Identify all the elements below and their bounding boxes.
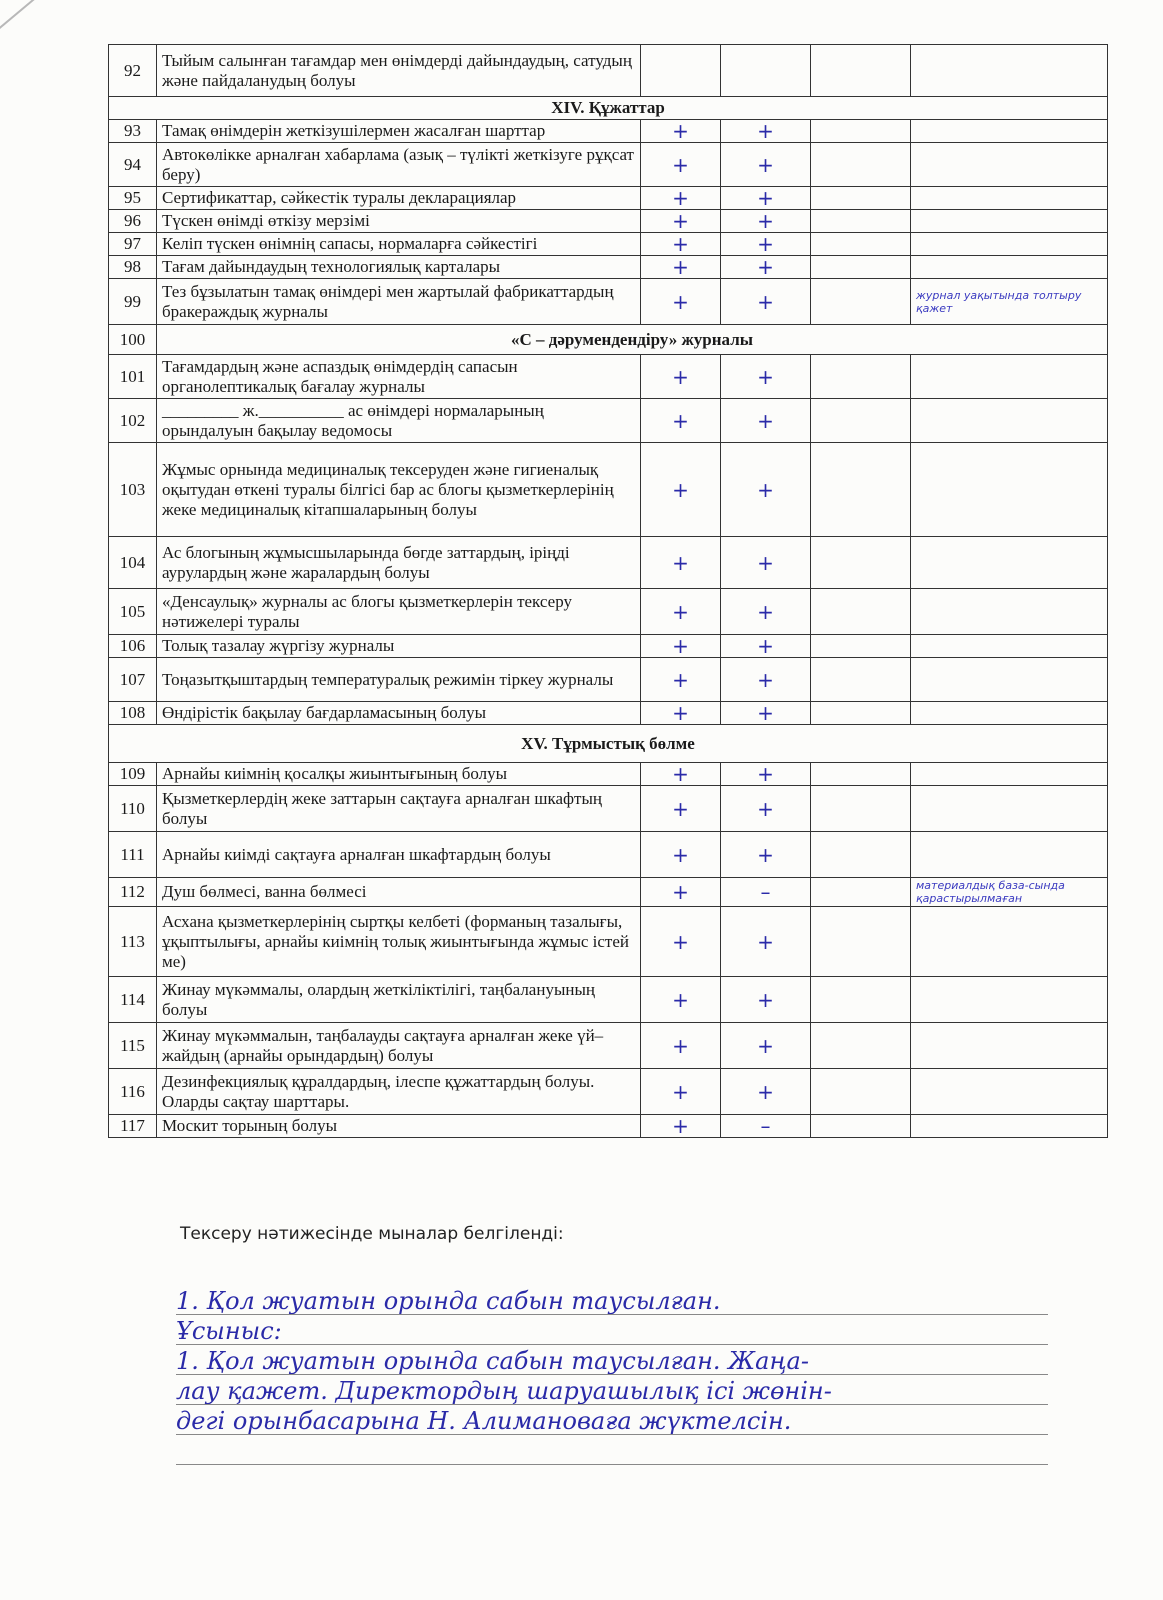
table-row bbox=[109, 45, 1108, 97]
table-row bbox=[109, 143, 1108, 187]
row-note bbox=[911, 977, 1108, 1023]
row-number: 103 bbox=[109, 443, 157, 537]
mark-col-3 bbox=[811, 832, 911, 878]
table-row bbox=[109, 355, 1108, 399]
mark-col-1: + bbox=[641, 120, 721, 143]
row-number: 112 bbox=[109, 878, 157, 907]
findings-label: Тексеру нәтижесінде мыналар белгіленді: bbox=[180, 1224, 564, 1244]
mark-col-3 bbox=[811, 786, 911, 832]
mark-col-1: + bbox=[641, 233, 721, 256]
mark-col-3 bbox=[811, 658, 911, 702]
row-text: Дезинфекциялық құралдардың, ілеспе құжаттардың болуы. Оларды сақтау шарттары. bbox=[157, 1069, 641, 1115]
row-number: 114 bbox=[109, 977, 157, 1023]
row-number: 99 bbox=[109, 279, 157, 325]
mark-col-3 bbox=[811, 635, 911, 658]
row-text: Өндірістік бақылау бағдарламасының болуы bbox=[157, 702, 641, 725]
mark-col-2: + bbox=[721, 279, 811, 325]
row-number: 113 bbox=[109, 907, 157, 977]
table-row bbox=[109, 399, 1108, 443]
mark-col-2: + bbox=[721, 443, 811, 537]
table-row bbox=[109, 1115, 1108, 1138]
row-text: Тамақ өнімдерін жеткізушілермен жасалған шарттар bbox=[157, 120, 641, 143]
mark-col-1: + bbox=[641, 1115, 721, 1138]
table-row bbox=[109, 1069, 1108, 1115]
mark-col-3 bbox=[811, 143, 911, 187]
row-text: «Денсаулық» журналы ас блогы қызметкерлерін тексеру нәтижелері туралы bbox=[157, 589, 641, 635]
table-row bbox=[109, 589, 1108, 635]
row-number: 106 bbox=[109, 635, 157, 658]
row-text: Жинау мүкәммалын, таңбалауды сақтауға арналған жеке үй–жайдың (арнайы орындардың) болуы bbox=[157, 1023, 641, 1069]
row-note bbox=[911, 443, 1108, 537]
mark-col-1 bbox=[641, 45, 721, 97]
row-note bbox=[911, 45, 1108, 97]
mark-col-2: + bbox=[721, 635, 811, 658]
mark-col-2: + bbox=[721, 832, 811, 878]
table-row bbox=[109, 233, 1108, 256]
row-note bbox=[911, 210, 1108, 233]
row-note bbox=[911, 355, 1108, 399]
mark-col-2 bbox=[721, 45, 811, 97]
row-number: 104 bbox=[109, 537, 157, 589]
mark-col-3 bbox=[811, 210, 911, 233]
mark-col-2: – bbox=[721, 1115, 811, 1138]
section-row bbox=[109, 725, 1108, 763]
mark-col-1: + bbox=[641, 187, 721, 210]
handwritten-line: 1. Қол жуатын орында сабын таусылған. bbox=[176, 1285, 1048, 1315]
row-note: материалдық база-сында қарастырылмаған bbox=[911, 878, 1108, 907]
row-note bbox=[911, 635, 1108, 658]
mark-col-3 bbox=[811, 589, 911, 635]
mark-col-3 bbox=[811, 120, 911, 143]
handwritten-line: лау қажет. Директордың шаруашылық ісі жөнін- bbox=[176, 1375, 1048, 1405]
mark-col-2: + bbox=[721, 143, 811, 187]
row-number: 109 bbox=[109, 763, 157, 786]
row-text: Автокөлікке арналған хабарлама (азық – түлікті жеткізуге рұқсат беру) bbox=[157, 143, 641, 187]
mark-col-2: + bbox=[721, 589, 811, 635]
mark-col-2: + bbox=[721, 355, 811, 399]
row-number: 102 bbox=[109, 399, 157, 443]
row-text: Тез бұзылатын тамақ өнімдері мен жартылай фабрикаттардың бракераждық журналы bbox=[157, 279, 641, 325]
mark-col-2: + bbox=[721, 1069, 811, 1115]
section-title: XIV. Құжаттар bbox=[109, 97, 1108, 120]
mark-col-1: + bbox=[641, 832, 721, 878]
row-number: 110 bbox=[109, 786, 157, 832]
mark-col-1: + bbox=[641, 786, 721, 832]
mark-col-2: + bbox=[721, 187, 811, 210]
handwritten-line: дегі орынбасарына Н. Алимановаға жүктелсін. bbox=[176, 1405, 1048, 1435]
row-note bbox=[911, 832, 1108, 878]
mark-col-2: + bbox=[721, 977, 811, 1023]
mark-col-2: + bbox=[721, 210, 811, 233]
row-number: 94 bbox=[109, 143, 157, 187]
row-text: Москит торының болуы bbox=[157, 1115, 641, 1138]
mark-col-2: + bbox=[721, 1023, 811, 1069]
section-title: XV. Тұрмыстық бөлме bbox=[109, 725, 1108, 763]
row-number: 95 bbox=[109, 187, 157, 210]
row-text: Келіп түскен өнімнің сапасы, нормаларға сәйкестігі bbox=[157, 233, 641, 256]
row-note bbox=[911, 399, 1108, 443]
mark-col-1: + bbox=[641, 399, 721, 443]
row-number: 115 bbox=[109, 1023, 157, 1069]
handwritten-line bbox=[176, 1435, 1048, 1465]
mark-col-3 bbox=[811, 279, 911, 325]
section-row bbox=[109, 97, 1108, 120]
row-text: _________ ж.__________ ас өнімдері нормаларының орындалуын бақылау ведомосы bbox=[157, 399, 641, 443]
row-note bbox=[911, 658, 1108, 702]
row-text: Жинау мүкәммалы, олардың жеткіліктілігі, таңбалануының болуы bbox=[157, 977, 641, 1023]
row-note bbox=[911, 537, 1108, 589]
table-row bbox=[109, 635, 1108, 658]
mark-col-3 bbox=[811, 537, 911, 589]
row-note bbox=[911, 143, 1108, 187]
mark-col-2: + bbox=[721, 256, 811, 279]
row-text: Толық тазалау жүргізу журналы bbox=[157, 635, 641, 658]
mark-col-1: + bbox=[641, 977, 721, 1023]
table-row bbox=[109, 977, 1108, 1023]
row-text: Қызметкерлердің жеке заттарын сақтауға арналған шкафтың болуы bbox=[157, 786, 641, 832]
mark-col-2: + bbox=[721, 399, 811, 443]
mark-col-3 bbox=[811, 1069, 911, 1115]
row-number: 107 bbox=[109, 658, 157, 702]
mark-col-1: + bbox=[641, 210, 721, 233]
mark-col-1: + bbox=[641, 279, 721, 325]
row-note bbox=[911, 256, 1108, 279]
row-note bbox=[911, 786, 1108, 832]
row-number: 105 bbox=[109, 589, 157, 635]
row-note bbox=[911, 1023, 1108, 1069]
mark-col-1: + bbox=[641, 658, 721, 702]
mark-col-3 bbox=[811, 187, 911, 210]
table-row bbox=[109, 763, 1108, 786]
mark-col-3 bbox=[811, 45, 911, 97]
row-number: 92 bbox=[109, 45, 157, 97]
row-text: Сертификаттар, сәйкестік туралы декларациялар bbox=[157, 187, 641, 210]
subsection-title: «С – дәрумендендіру» журналы bbox=[157, 325, 1108, 355]
mark-col-1: + bbox=[641, 589, 721, 635]
row-text: Тыйым салынған тағамдар мен өнімдерді дайындаудың, сатудың және пайдаланудың болуы bbox=[157, 45, 641, 97]
mark-col-2: + bbox=[721, 233, 811, 256]
table-row bbox=[109, 832, 1108, 878]
row-number: 93 bbox=[109, 120, 157, 143]
mark-col-2: – bbox=[721, 878, 811, 907]
mark-col-1: + bbox=[641, 907, 721, 977]
row-number: 111 bbox=[109, 832, 157, 878]
row-number: 108 bbox=[109, 702, 157, 725]
row-text: Асхана қызметкерлерінің сыртқы келбеті (форманың тазалығы, ұқыптылығы, арнайы киімнің толық жиынтығында жұмыс істей ме) bbox=[157, 907, 641, 977]
table-row bbox=[109, 786, 1108, 832]
row-note: журнал уақытында толтыру қажет bbox=[911, 279, 1108, 325]
mark-col-1: + bbox=[641, 702, 721, 725]
section-row bbox=[109, 325, 1108, 355]
mark-col-3 bbox=[811, 233, 911, 256]
row-note bbox=[911, 187, 1108, 210]
table-row bbox=[109, 120, 1108, 143]
table-row bbox=[109, 702, 1108, 725]
mark-col-3 bbox=[811, 1115, 911, 1138]
row-text: Жұмыс орнында медициналық тексеруден және гигиеналық оқытудан өткені туралы білгісі бар ас блогы қызметкерлерінің жеке медициналық кітапшаларының болуы bbox=[157, 443, 641, 537]
table-row bbox=[109, 907, 1108, 977]
row-note bbox=[911, 702, 1108, 725]
row-note bbox=[911, 589, 1108, 635]
row-number: 101 bbox=[109, 355, 157, 399]
table-row bbox=[109, 878, 1108, 907]
mark-col-3 bbox=[811, 907, 911, 977]
handwritten-notes bbox=[176, 1285, 1048, 1465]
mark-col-3 bbox=[811, 702, 911, 725]
mark-col-2: + bbox=[721, 120, 811, 143]
mark-col-3 bbox=[811, 1023, 911, 1069]
mark-col-1: + bbox=[641, 1069, 721, 1115]
mark-col-3 bbox=[811, 443, 911, 537]
row-number: 100 bbox=[109, 325, 157, 355]
table-row bbox=[109, 256, 1108, 279]
table-row bbox=[109, 187, 1108, 210]
row-text: Арнайы киімді сақтауға арналған шкафтардың болуы bbox=[157, 832, 641, 878]
row-note bbox=[911, 763, 1108, 786]
handwritten-line: 1. Қол жуатын орында сабын таусылған. Жаңа- bbox=[176, 1345, 1048, 1375]
table-row bbox=[109, 279, 1108, 325]
mark-col-2: + bbox=[721, 658, 811, 702]
row-note bbox=[911, 1115, 1108, 1138]
checklist-table bbox=[108, 44, 1108, 1138]
table-row bbox=[109, 210, 1108, 233]
row-note bbox=[911, 120, 1108, 143]
row-text: Тоңазытқыштардың температуралық режимін тіркеу журналы bbox=[157, 658, 641, 702]
mark-col-1: + bbox=[641, 443, 721, 537]
handwritten-line: Ұсыныс: bbox=[176, 1315, 1048, 1345]
mark-col-1: + bbox=[641, 355, 721, 399]
mark-col-1: + bbox=[641, 143, 721, 187]
mark-col-1: + bbox=[641, 256, 721, 279]
row-text: Тағамдардың және аспаздық өнімдердің сапасын органолептикалық бағалау журналы bbox=[157, 355, 641, 399]
row-text: Түскен өнімді өткізу мерзімі bbox=[157, 210, 641, 233]
mark-col-1: + bbox=[641, 537, 721, 589]
table-row bbox=[109, 1023, 1108, 1069]
table-row bbox=[109, 443, 1108, 537]
row-number: 116 bbox=[109, 1069, 157, 1115]
mark-col-1: + bbox=[641, 878, 721, 907]
mark-col-1: + bbox=[641, 635, 721, 658]
row-number: 97 bbox=[109, 233, 157, 256]
row-note bbox=[911, 907, 1108, 977]
row-text: Тағам дайындаудың технологиялық карталары bbox=[157, 256, 641, 279]
row-text: Душ бөлмесі, ванна бөлмесі bbox=[157, 878, 641, 907]
mark-col-2: + bbox=[721, 763, 811, 786]
mark-col-2: + bbox=[721, 907, 811, 977]
row-number: 98 bbox=[109, 256, 157, 279]
mark-col-1: + bbox=[641, 1023, 721, 1069]
table-row bbox=[109, 658, 1108, 702]
table-row bbox=[109, 537, 1108, 589]
mark-col-3 bbox=[811, 977, 911, 1023]
mark-col-2: + bbox=[721, 786, 811, 832]
mark-col-3 bbox=[811, 763, 911, 786]
row-text: Арнайы киімнің қосалқы жиынтығының болуы bbox=[157, 763, 641, 786]
mark-col-2: + bbox=[721, 537, 811, 589]
row-number: 96 bbox=[109, 210, 157, 233]
mark-col-2: + bbox=[721, 702, 811, 725]
mark-col-3 bbox=[811, 399, 911, 443]
mark-col-3 bbox=[811, 256, 911, 279]
row-number: 117 bbox=[109, 1115, 157, 1138]
row-note bbox=[911, 233, 1108, 256]
mark-col-1: + bbox=[641, 763, 721, 786]
mark-col-3 bbox=[811, 878, 911, 907]
row-note bbox=[911, 1069, 1108, 1115]
mark-col-3 bbox=[811, 355, 911, 399]
row-text: Ас блогының жұмысшыларында бөгде заттардың, іріңді аурулардың және жаралардың болуы bbox=[157, 537, 641, 589]
